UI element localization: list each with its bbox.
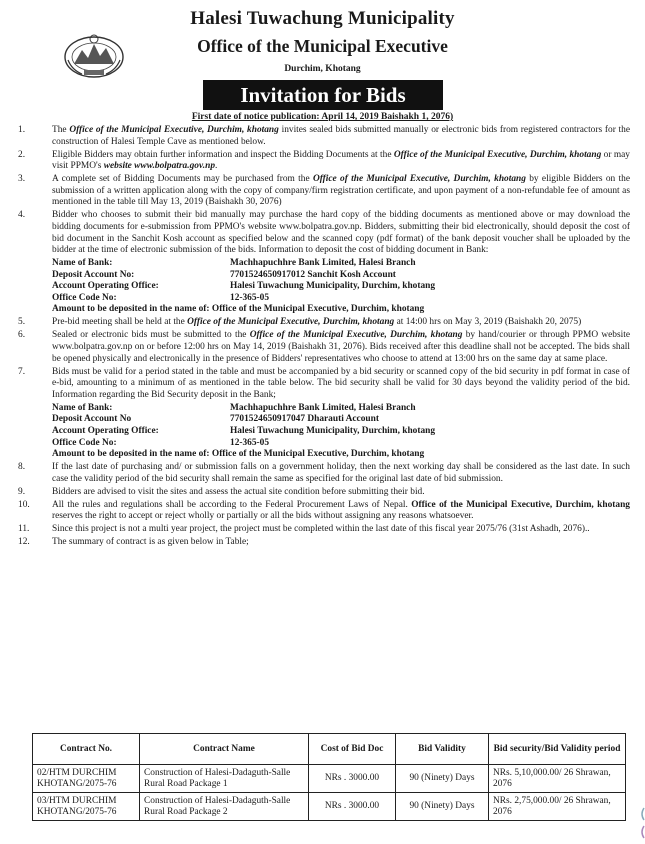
clauses-8-12 [18, 462, 630, 549]
bank-field-value: Machhapuchhre Bank Limited, Halesi Branch [230, 258, 416, 269]
cell-cost: NRs . 3000.00 [309, 793, 396, 821]
bank-field-label: Name of Bank: [52, 402, 113, 413]
contract-summary-table [32, 733, 626, 821]
clause-item [18, 174, 630, 209]
clause-number: 5. [18, 317, 26, 328]
emphasized-text: Office of the Municipal Executive, Durchim, khotang [187, 317, 395, 328]
clause-number: 1. [18, 125, 26, 135]
municipality-name: Halesi Tuwachung Municipality [190, 8, 455, 29]
clause-text: reserves the right to accept or reject wholly or partially or all the bids without assigning any reasons whatsoever. [52, 511, 474, 522]
emphasized-text: Office of the Municipal Executive, Durchim, khotang [393, 149, 602, 160]
clause-item [18, 125, 630, 148]
table-header-row [33, 734, 626, 765]
emphasized-text: Office of the Municipal Executive, Durchim, khotang [411, 499, 630, 510]
cell-security: NRs. 5,10,000.00/ 26 Shrawan, 2076 [489, 765, 626, 793]
table-row [33, 765, 626, 793]
clause-number: 4. [18, 210, 26, 221]
clause-item [18, 317, 630, 329]
notice-banner: Invitation for Bids [203, 80, 443, 110]
bank-field-label: Name of Bank: [52, 258, 113, 269]
clause-text: by hand/courier or through PPMO website www.bolpatra.gov.np on or before 12:00 hrs on May 14, 2019 (Baishakh 31, 2076). Bids received after this deadline shall not be accepted. The bids shall be opened physically and electronically in the presence of Bidders' representatives who choose to attend at 13:00 hrs on the same day at same place. [52, 330, 631, 364]
cell-cost: NRs . 3000.00 [309, 765, 396, 793]
bank-field-value: 12-365-05 [230, 292, 270, 303]
publication-date: First date of notice publication: April 14, 2019 Baishakh 1, 2076) [191, 112, 454, 122]
cell-validity: 90 (Ninety) Days [396, 793, 489, 821]
clause-number: 7. [18, 366, 26, 377]
clauses-5-7 [18, 317, 630, 401]
clause-item [18, 487, 630, 499]
bank-field-value: 7701524650917047 Dharauti Account [230, 414, 379, 425]
clause-text: The summary of contract is as given below in Table; [52, 537, 249, 548]
clause-number: 6. [18, 330, 26, 341]
clause-number: 2. [18, 149, 26, 160]
clause-number: 12. [18, 537, 30, 548]
clause-text: Eligible Bidders may obtain further information and inspect the Bidding Documents at the [52, 149, 394, 160]
bank-field-label: Deposit Account No: [52, 269, 135, 280]
clause-text: invites sealed bids submitted manually or electronic bids from registered contractors for the construction of Halesi Temple Cave as mentioned below. [52, 125, 631, 147]
clause-text: The [52, 125, 70, 135]
clause-text: If the last date of purchasing and/ or submission falls on a government holiday, then the next working day shall be considered as the last date. In such case the validity period of the bid security shall remain the same as specified for the original last date of bid submission. [52, 462, 630, 484]
deposit-name-1: Amount to be deposited in the name of: Office of the Municipal Executive, Durchim, khotang [52, 304, 425, 315]
clause-item [18, 210, 630, 256]
clause-text: All the rules and regulations shall be according to the Federal Procurement Laws of Nepal. [52, 499, 412, 510]
clause-item [18, 462, 630, 485]
clause-item [18, 537, 630, 549]
clause-text: or may visit PPMO's [52, 149, 630, 172]
emphasized-text: website www.bolpatra.gov.np [103, 161, 216, 172]
emphasized-text: Office of the Municipal Executive, Durchim, khotang [249, 330, 463, 341]
clause-item [18, 367, 630, 402]
clause-text: by eligible Bidders on the submission of a written application along with the copy of company/firm registration certificate, and upon payment of a non-refundable fee of amount as mentioned in the table till May 13, 2019 (Baishakh 30, 2076) [52, 174, 631, 208]
bank-details-2 [18, 403, 630, 461]
clause-number: 8. [18, 462, 26, 473]
deposit-name-2: Amount to be deposited in the name of: Office of the Municipal Executive, Durchim, khotang [52, 449, 425, 460]
bank-field-value: Halesi Tuwachung Municipality, Durchim, khotang [230, 281, 436, 292]
bank-field-value: 12-365-05 [230, 437, 270, 448]
cell-contract-no: 03/HTM DURCHIM KHOTANG/2075-76 [33, 793, 140, 821]
cell-security: NRs. 2,75,000.00/ 26 Shrawan, 2076 [489, 793, 626, 821]
office-name: Office of the Municipal Executive [197, 36, 448, 56]
bank-field-label: Office Code No: [52, 437, 117, 448]
clause-item [18, 150, 630, 173]
bank-field-label: Account Operating Office: [52, 425, 159, 436]
bank-field-value: 7701524650917012 Sanchit Kosh Account [230, 269, 396, 280]
clause-number: 3. [18, 174, 26, 185]
clauses-1-4 [18, 125, 630, 257]
bank-field-value: Halesi Tuwachung Municipality, Durchim, khotang [230, 425, 436, 436]
clause-text: A complete set of Bidding Documents may be purchased from the [52, 174, 313, 185]
bank-field-label: Deposit Account No [52, 414, 132, 425]
page-edge-mark-icon [639, 800, 645, 840]
office-location: Durchim, Khotang [284, 64, 361, 74]
bank-details-1 [18, 258, 630, 316]
col-bid-security: Bid security/Bid Validity period [489, 734, 626, 765]
bank-field-label: Office Code No: [52, 292, 117, 303]
clause-text: Bidder who chooses to submit their bid manually may purchase the hard copy of the bidding documents as mentioned above or may download the bidding documents for e-submission from PPMO's website www.bolpatra.gov.np. Bidders, submitting their bid electronically, should deposit the cost of bid document in the Sanchit Kosh account as specified below and the scanned copy (pdf format) of the bank deposit voucher shall be uploaded by the bidder at the time of electronic submission of the bids. Information to deposit the cost of bidding document in Bank: [52, 210, 630, 256]
clause-number: 10. [18, 499, 30, 510]
cell-contract-no: 02/HTM DURCHIM KHOTANG/2075-76 [33, 765, 140, 793]
col-contract-no: Contract No. [33, 734, 140, 765]
clause-text: Bids must be valid for a period stated in the table and must be accompanied by a bid security or scanned copy of the bid security in pdf format in case of e-bid, amounting to a minimum of as mentioned in the table below. The bid security shall be valid for 30 days beyond the validity period of the bid. Information regarding the Bid Security deposit in the Bank; [52, 366, 630, 400]
emphasized-text: Office of the Municipal Executive, Durchim, khotang [69, 125, 279, 135]
emphasized-text: Office of the Municipal Executive, Durchim, khotang [312, 174, 526, 185]
col-contract-name: Contract Name [140, 734, 309, 765]
clause-text: . [215, 161, 218, 172]
clause-item [18, 330, 630, 365]
bank-field-label: Account Operating Office: [52, 281, 159, 292]
notice-body [18, 125, 630, 550]
cell-contract-name: Construction of Halesi-Dadaguth-Salle Rural Road Package 1 [140, 765, 309, 793]
clause-text: Bidders are advised to visit the sites and assess the actual site condition before submitting their bid. [52, 486, 425, 497]
cell-validity: 90 (Ninety) Days [396, 765, 489, 793]
clause-number: 9. [18, 486, 26, 497]
cell-contract-name: Construction of Halesi-Dadaguth-Salle Rural Road Package 2 [140, 793, 309, 821]
col-cost-bid-doc: Cost of Bid Doc [309, 734, 396, 765]
bank-field-value: Machhapuchhre Bank Limited, Halesi Branch [230, 402, 416, 413]
col-bid-validity: Bid Validity [396, 734, 489, 765]
table-row [33, 793, 626, 821]
clause-text: Since this project is not a multi year project, the project must be completed within the last date of this fiscal year 2075/76 (31st Ashadh, 2076).. [52, 524, 590, 535]
clause-text: at 14:00 hrs on May 3, 2019 (Baishakh 20, 2075) [394, 317, 582, 328]
clause-text: Pre-bid meeting shall be held at the [52, 317, 188, 328]
clause-text: Sealed or electronic bids must be submitted to the [52, 330, 250, 341]
clause-number: 11. [18, 524, 30, 535]
clause-item [18, 500, 630, 523]
clause-item [18, 524, 630, 536]
